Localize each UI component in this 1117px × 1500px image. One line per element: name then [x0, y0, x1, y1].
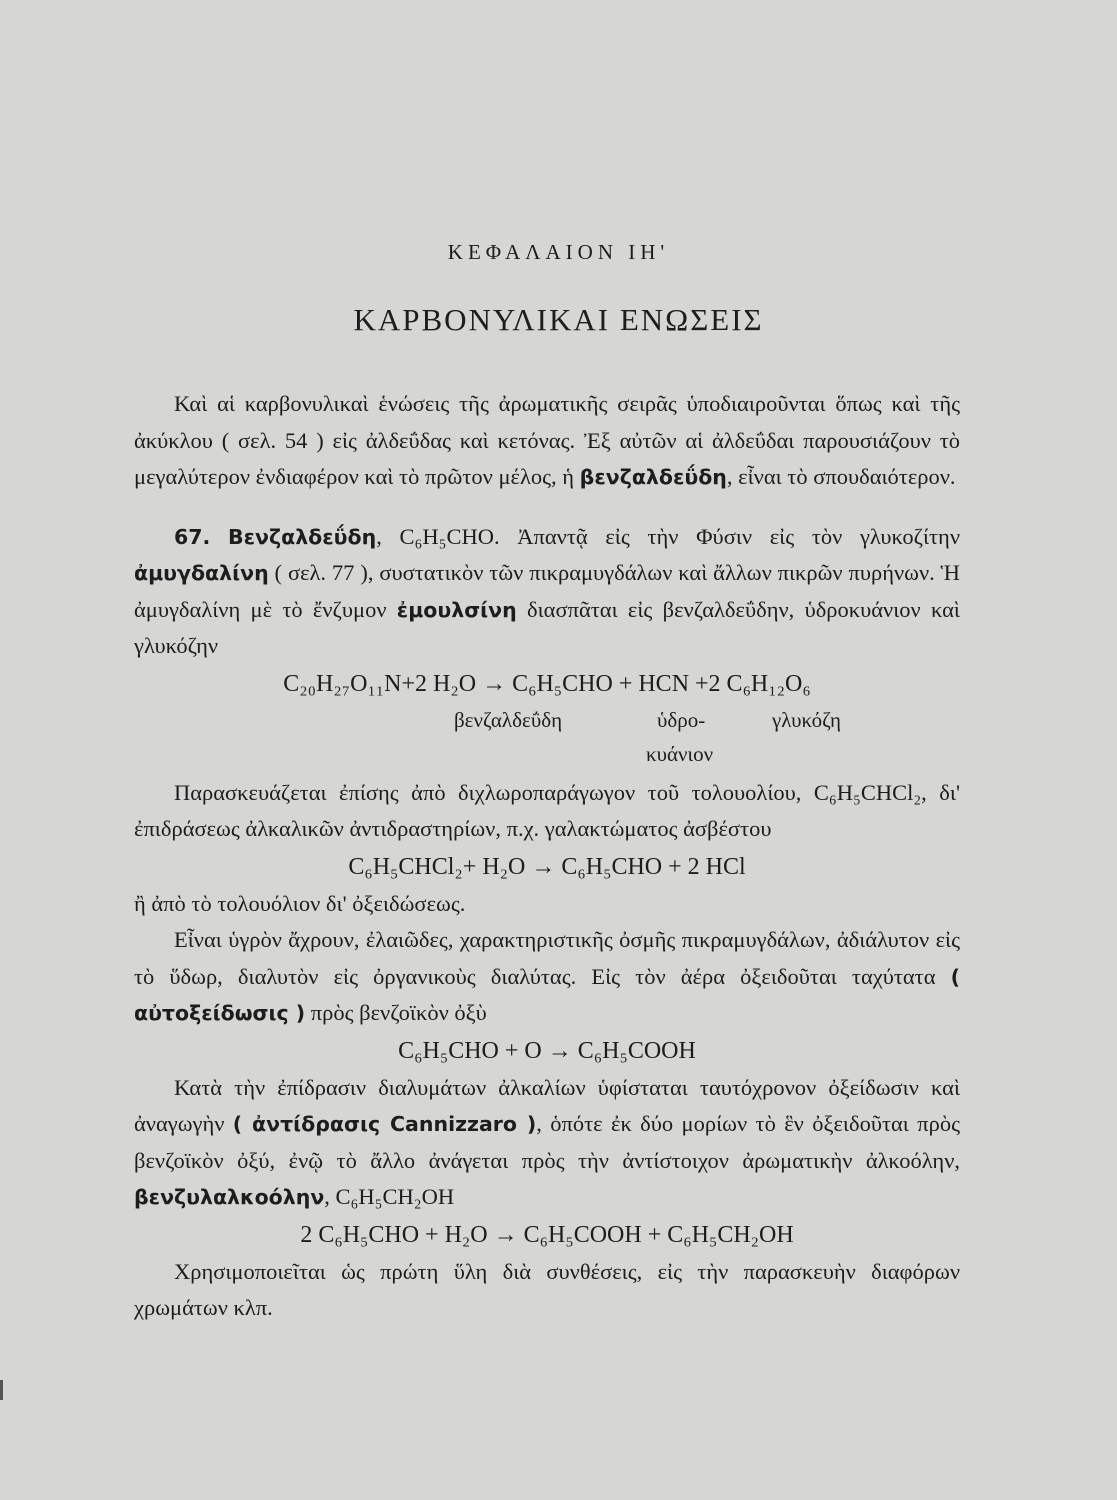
chapter-title: ΚΑΡΒΟΝΥΛΙΚΑΙ ΕΝΩΣΕΙΣ	[353, 302, 764, 337]
closing-paragraph: Χρησιμοποιεῖται ὡς πρώτη ὕλη διὰ συνθέσεις, εἰς τὴν παρασκευὴν διαφόρων χρωμάτων κλπ.	[134, 1258, 960, 1320]
term-cannizzaro: ( ἀντίδρασις Cannizzaro )	[232, 1112, 537, 1136]
equation-oxidation: C₆H₅CHO + O → C₆H₅COOH	[398, 1037, 696, 1064]
equation-labels	[134, 703, 960, 775]
term-benzyl-alcohol: βενζυλαλκοόλην	[134, 1185, 325, 1209]
body-text	[134, 386, 960, 1327]
term-emulsin: ἐμουλσίνη	[396, 597, 517, 622]
cannizzaro-paragraph: Κατὰ τὴν ἐπίδρασιν διαλυμάτων ἀλκαλίων ὑφίσταται ταυτόχρονον ὀξείδωσιν καὶ ἀναγωγὴν ( ἀντίδρασις Cannizzaro ), ὁπότε ἐκ δύο μορίων τὸ ἓν ὀξειδοῦται πρὸς βενζοϊκὸν ὀξύ, ἐνῷ τὸ ἄλλο ἀνάγεται πρὸς τὴν ἀντίστοιχον ἀρωματικὴν ἀλκοόλην, βενζυλαλκοόλην, C₆H₅CH₂OH	[134, 1074, 960, 1209]
section-formula: , C₆H₅CHO.	[376, 523, 500, 549]
label-hcn-1: ὑδρο-	[657, 707, 706, 732]
term-amygdalin: ἀμυγδαλίνη	[134, 561, 269, 585]
equation-preparation: C₆H₅CHCl₂+ H₂O → C₆H₅CHO + 2 HCl	[348, 853, 746, 880]
equation-cannizzaro: 2 C₆H₅CHO + H₂O → C₆H₅COOH + C₆H₅CH₂OH	[300, 1221, 794, 1248]
properties-paragraph: Εἶναι ὑγρὸν ἄχρουν, ἐλαιῶδες, χαρακτηριστικῆς ὀσμῆς πικραμυγδάλων, ἀδιάλυτον εἰς τὸ ὕδωρ, διαλυτὸν εἰς ὀργανικοὺς διαλύτας. Εἰς τὸν ἀέρα ὀξειδοῦται ταχύτατα ( αὐτοξείδωσις ) πρὸς βενζοϊκὸν ὀξὺ	[134, 927, 960, 1025]
chapter-heading: ΚΕΦΑΛΑΙΟΝ ΙΗ'	[447, 240, 670, 264]
label-glucose: γλυκόζη	[772, 707, 841, 732]
oxidation-note: ἢ ἀπὸ τὸ τολουόλιον δι' ὀξειδώσεως.	[134, 890, 466, 916]
label-benzaldehyde: βενζαλδεΰδη	[454, 707, 563, 732]
preparation-paragraph: Παρασκευάζεται ἐπίσης ἀπὸ διχλωροπαράγωγον τοῦ τολουολίου, C₆H₅CHCl₂, δι' ἐπιδράσεως ἀλκαλικῶν ἀντιδραστηρίων, π.χ. γαλακτώματος ἀσβέστου	[134, 779, 960, 841]
section-67-paragraph: 67. Βενζαλδεΰδη, C₆H₅CHO. Ἀπαντᾷ εἰς τὴν Φύσιν εἰς τὸν γλυκοζίτην ἀμυγδαλίνη ( σελ. 77 ), συστατικὸν τῶν πικραμυγδάλων καὶ ἄλλων πικρῶν πυρήνων. Ἡ ἀμυγδαλίνη μὲ τὸ ἔνζυμον ἐμουλσίνη διασπᾶται εἰς βενζαλδεΰδην, ὑδροκυάνιον καὶ γλυκόζην	[134, 523, 961, 658]
term-autoxidation: ( αὐτοξείδωσις )	[134, 964, 960, 1025]
label-hcn-2: κυάνιον	[646, 741, 714, 766]
section-name: Βενζαλδεΰδη	[228, 524, 377, 549]
intro-paragraph: Καὶ αἱ καρβονυλικαὶ ἑνώσεις τῆς ἀρωματικῆς σειρᾶς ὑποδιαιροῦνται ὅπως καὶ τῆς ἀκύκλου ( σελ. 54 ) εἰς ἀλδεΰδας καὶ κετόνας. Ἐξ αὐτῶν αἱ ἀλδεΰδαι παρουσιάζουν τὸ μεγαλύτερον ἐνδιαφέρον καὶ τὸ πρῶτον μέλος, ἡ βενζαλδεΰδη, εἶναι τὸ σπουδαιότερον.	[134, 391, 960, 489]
section-number: 67.	[174, 524, 211, 549]
equation-hydrolysis: C₂₀H₂₇O₁₁N+2 H₂O → C₆H₅CHO + HCN +2 C₆H₁₂O₆	[283, 670, 811, 697]
term-benzaldehyde: βενζαλδεΰδη	[579, 465, 727, 489]
page-edge-mark	[0, 1380, 3, 1400]
